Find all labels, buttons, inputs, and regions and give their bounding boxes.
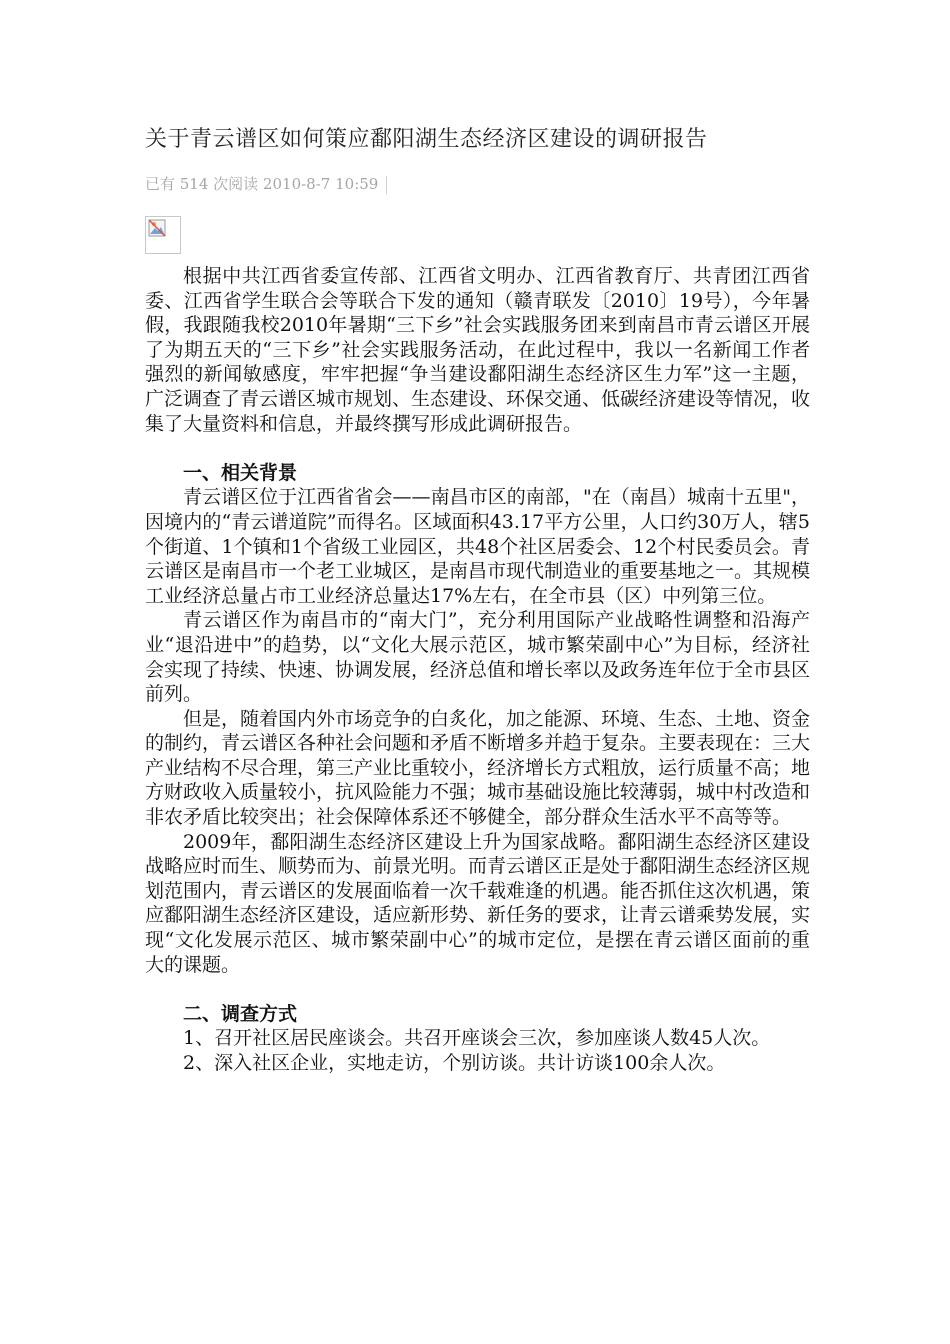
methods-paragraph: 2、深入社区企业，实地走访，个别访谈。共计访谈100余人次。 bbox=[183, 1052, 726, 1074]
page-title: 关于青云谱区如何策应鄱阳湖生态经济区建设的调研报告 bbox=[145, 127, 708, 152]
read-count-and-date: 已有 514 次阅读 2010-8-7 10:59 bbox=[145, 175, 379, 193]
section-heading-background: 一、相关背景 bbox=[183, 461, 298, 484]
background-paragraph: 2009年，鄱阳湖生态经济区建设上升为国家战略。鄱阳湖生态经济区建设战略应时而生、顺势而为、前景光明。而青云谱区正是处于鄱阳湖生态经济区规划范围内，青云谱区的发展面临着一次千载难逢的机遇。能否抓住这次机遇，策应鄱阳湖生态经济区建设，适应新形势、新任务的要求，让青云谱乘势发展，实现“文化发展示范区、城市繁荣副中心”的城市定位，是摆在青云谱区面前的重大的课题。 bbox=[145, 830, 811, 976]
background-paragraph: 青云谱区位于江西省省会——南昌市区的南部，"在（南昌）城南十五里"，因境内的“青云谱道院”而得名。区域面积43.17平方公里，人口约30万人，辖5个街道、1个镇和1个省级工业园区，共48个社区居委会、12个村民委员会。青云谱区是南昌市一个老工业城区，是南昌市现代制造业的重要基地之一。其规模工业经济总量占市工业经济总量达17%左右，在全市县（区）中列第三位。 bbox=[145, 486, 811, 607]
methods-paragraph: 1、召开社区居民座谈会。共召开座谈会三次，参加座谈人数45人次。 bbox=[183, 1027, 771, 1050]
background-paragraph: 但是，随着国内外市场竞争的白炙化，加之能源、环境、生态、土地、资金的制约，青云谱区各种社会问题和矛盾不断增多并趋于复杂。主要表现在：三大产业结构不尽合理，第三产业比重较小，经济增长方式粗放，运行质量不高；地方财政收入质量较小，抗风险能力不强；城市基础设施比较薄弱，城中村改造和非农矛盾比较突出；社会保障体系还不够健全，部分群众生活水平不高等等。 bbox=[145, 707, 811, 829]
section-heading-methods: 二、调查方式 bbox=[183, 1002, 298, 1025]
intro-paragraph: 根据中共江西省委宣传部、江西省文明办、江西省教育厅、共青团江西省委、江西省学生联合会等联合下发的通知（赣青联发〔2010〕19号），今年暑假，我跟随我校2010年暑期“三下乡”社会实践服务团来到南昌市青云谱区开展了为期五天的“三下乡”社会实践服务活动，在此过程中，我以一名新闻工作者强烈的新闻敏感度，牢牢把握“争当建设鄱阳湖生态经济区生力军”这一主题，广泛调查了青云谱区城市规划、生态建设、环保交通、低碳经济建设等情况，收集了大量资料和信息，并最终撰写形成此调研报告。 bbox=[145, 265, 811, 435]
article-meta bbox=[145, 173, 387, 194]
background-paragraph: 青云谱区作为南昌市的“南大门”，充分利用国际产业战略性调整和沿海产业“退沿进中”的趋势，以“文化大展示范区，城市繁荣副中心”为目标，经济社会实现了持续、快速、协调发展，经济总值和增长率以及政务连年位于全市县区前列。 bbox=[145, 609, 811, 706]
broken-image-icon bbox=[145, 216, 181, 254]
article-body bbox=[145, 264, 810, 1076]
meta-divider bbox=[386, 176, 387, 194]
image-placeholder-icon bbox=[148, 219, 168, 239]
